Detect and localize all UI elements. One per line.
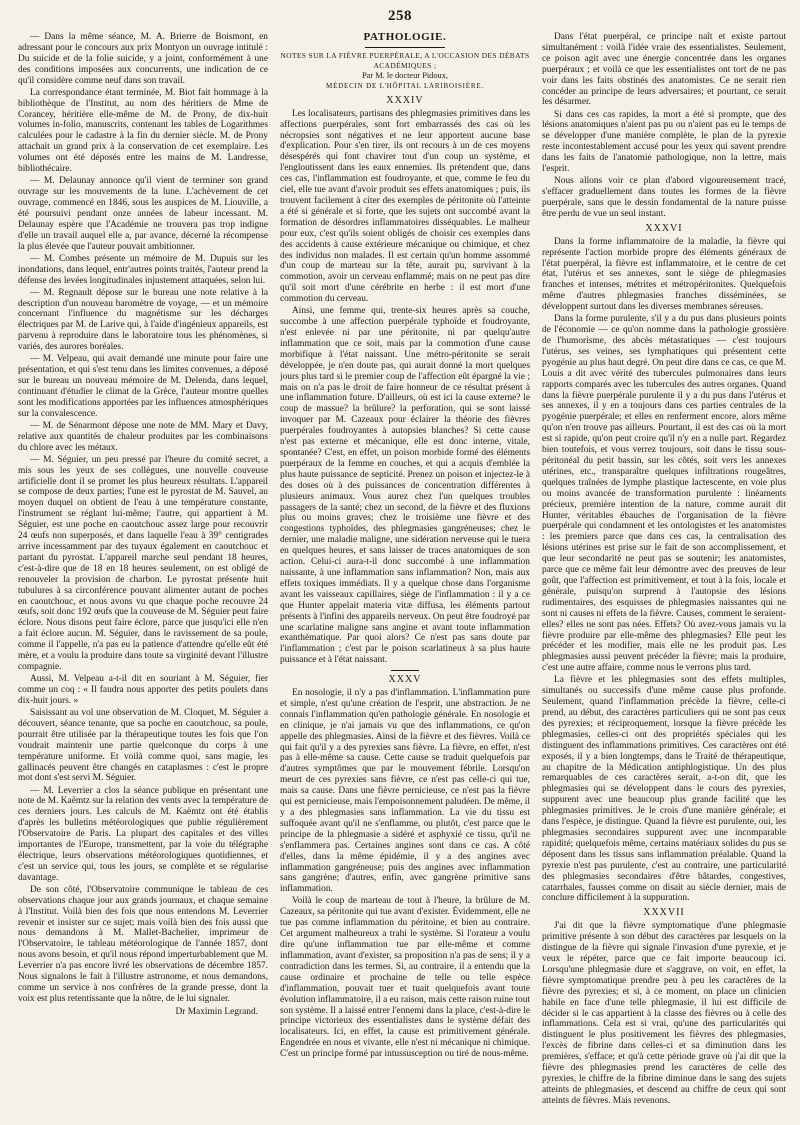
paragraph: La fièvre et les phlegmasies sont des effets multiples, simultanés ou successifs d'une même cause plus profonde. Seulement, quand l'inflammation précède la fièvre, celle-ci prend, au début, des caractères particuliers qui ne sont pas ceux des pyrexies; et réciproquement, lorsque la fièvre précède les phlegmasies, celles-ci ont des propriétés spéciales qui les distinguent des inflammations primitives. Ces caractères ont été exposés, il y a bien longtemps, dans le Traité de thérapeutique, au chapitre de la Médication antiphlogistique. Un des plus remarquables de ces caractères serait, a-t-on dit, que les phlegmasies qui se développent dans le cours des pyrexies, suppurent avec une beaucoup plus grande facilité que les phlegmasies primitives. Je le crois d'une manière générale; et dans l'espèce, je distingue. Quand la fièvre est purulente, oui, les phlegmasies secondaires suppurent avec une incomparable rapidité; quelquefois même, certains matériaux solides du pus se déposent dans les tissus sans inflammation préalable. Quand la pyrexie n'est pas purulente, c'est au contraire, une particularité des phlegmasies secondaires d'être bâtardes, congestives, catarrhales, fausses comme on disait au siècle dernier, mais de conclure difficilement à la suppuration.: [542, 675, 786, 904]
paragraph: — M. Delaunay annonce qu'il vient de terminer son grand ouvrage sur les mouvements de la lune. L'achèvement de cet ouvrage, commencé en 1846, sous les auspices de M. Liouville, a été poursuivi pendant onze années de labeur incessant. M. Delaunay espère que l'Académie ne trouvera pas trop indigne d'elle un travail auquel elle a, par avance, décerné la récompense la plus élevée que l'auteur pouvait ambitionner.: [18, 176, 268, 252]
paragraph: La correspondance étant terminée, M. Biot fait hommage à la bibliothèque de l'Institut, au nom des héritiers de Mme de Corancey, héritière elle-même de M. de Prony, de dix-huit volumes in-folio, manuscrits, contenant les tables de Logarithmes calculées pour le cadastre à la fin du dernier siècle. M. de Prony attachait un grand prix à la conservation de cet exemplaire. Les volumes ont été déposés entre les mains de M. Landresse, bibliothécaire.: [18, 87, 268, 175]
heading-rule: [365, 47, 445, 48]
paragraph: Les localisateurs, partisans des phlegmasies primitives dans les affections puerpérales, sont fort embarrassés des cas où les nécropsies sont négatives et ne leur apportent aucune base d'explication. Pour s'en tirer, ils ont recours à un de ces moyens désespérés qui font chavirer tout d'un coup un système, et l'engloutissent dans les eaux ennemies. Ils prétendent que, dans ces cas, l'inflammation est foudroyante, et que, comme le feu du ciel, elle tue avant d'avoir produit ses effets anatomiques ; puis, ils trouvent facilement à citer des exemples de péritonite où l'atteinte a été si générale et si forte, que les sujets ont succombé avant la formation de désordres inflammatoires disséquables. Le malheur pour eux, c'est qu'ils soient obligés de choisir ces exemples dans des accidents à cause extérieure mécanique ou chimique, et chez des individus non malades. Il est certain qu'un homme assommé d'un coup de marteau sur la tête, aurait pu, survivant à la commotion, avoir un cerveau enflammé; mais on ne peut pas dire qu'il soit mort d'une cérébrite en herbe : il est mort d'une commotion du cerveau.: [280, 108, 530, 305]
paragraph: Dans l'état puerpéral, ce principe naît et existe partout simultanément : voilà l'idée vraie des essentialistes. Seulement, ce poison agit avec une énergie concentrée dans les organes puerpéraux ; et voilà ce que les essentialistes ont tort de ne pas voir dans les faits obstinés des anatomistes. Ce ne serait rien concéder au principe de leurs adversaires; et pourtant, ce serait les désarmer.: [542, 32, 786, 108]
paragraph: Aussi, M. Velpeau a-t-il dit en souriant à M. Séguier, fier comme un coq : « Il faudra nous apporter des petits poulets dans dix-huit jours. »: [18, 674, 268, 706]
paragraph: Dans la forme purulente, s'il y a du pus dans plusieurs points de l'économie — ce qu'on nomme dans la pathologie grossière de l'humorisme, des abcès métastatiques — c'est toujours l'utérus, ses veines, ses lymphatiques qui présentent cette pyogénie au plus haut degré. On peut dire dans ce cas, ce que M. Louis a dit avec vérité des tubercules pulmonaires dans leurs rapports comparés avec les tubercules des autres organes. Quand dans la fièvre puerpérale purulente il y a du pus dans l'utérus et ses annexes, il y en a toujours dans ces parties centrales de la pyogénie puerpérale; et elles en renferment encore, alors même qu'on n'en trouve pas ailleurs. Pourtant, il est des cas où la mort est si rapide, qu'on peut croire qu'il n'y en a nulle part. Regardez bien toutefois, et vous verrez toujours, soit dans le tissu sous-péritonéal du petit bassin, sur les côtés, soit vers les annexes utérines, etc., transparaître quelques infiltrations rougeâtres, quelques traînées de lymphe plastique lactescente, en voie plus ou moins avancée de transformation purulente : linéaments précieux, première intention de la nature, comme aurait dit Hunter, véritables ébauches de l'organisation de la fièvre puerpérale qui condamnent et les ontologistes et les anatomistes : les premiers parce que dans ces cas, la centralisation des lésions utérines est prise sur le fait de son accomplissement, et que leur secondarité ne peut pas se soutenir; les anatomistes, parce que ce même fait leur démontre avec des preuves de leur goût, que l'affection est primitivement, et tout à la fois, locale et générale, puisqu'on surprend à l'autopsie des lésions rudimentaires, des esquisses de phlegmasies naissantes qui ne sont ni causes ni effets de la fièvre. Causes, comment le seraient-elles? elles ne sont pas nées. Effets? Où avez-vous jamais vu la fièvre produire par elle-même des phlegmasies? Elle peut les précéder et les modifier, mais elle ne les produit pas. Les phlegmasies aussi peuvent précéder la fièvre; mais la produire, c'est une autre affaire, comme nous le verrons plus tard.: [542, 314, 786, 674]
section-paragraphs: [280, 109, 530, 666]
paragraph: Dans la forme inflammatoire de la maladie, la fièvre qui représente l'action morbide propre des éléments généraux de l'état puerpéral, la fièvre est inflammatoire, et le centre de cet état, l'utérus et ses annexes, sont le siège de phlegmasies franches et intenses, métrites et métropéritonites. Quelquefois même d'autres phlegmasies franches disséminées, se développent surtout dans les diverses membranes séreuses.: [542, 236, 786, 313]
paragraph: — M. Séguier, un peu pressé par l'heure du comité secret, a mis sous les yeux de ses collègues, une nouvelle couveuse artificielle dont il se promet les plus heureux résultats. L'appareil se compose de deux parties; l'une est le pyrostat de M. Sauvel, au moyen duquel on obtient de l'eau à une température constante, l'instrument se réglant lui-même; l'autre, qui appartient à M. Séguier, est une poche en caoutchouc assez large pour recouvrir 24 œufs non superposés, et dans laquelle l'eau à 39° centigrades arrive incessamment par des tuyaux également en caoutchouc et partant du pyrostat. L'appareil marche seul pendant 18 heures, c'est-à-dire que de 18 en 18 heures seulement, on est obligé de renouveler la provision de charbon. Le pyrostat présente huit tubulures à sa circonférence pouvant alimenter autant de poches en caoutchouc, et nous avons vu que chaque poche recouvre 24 œufs, soit donc 192 œufs que la couveuse de M. Séguier peut faire éclore. Nous disons peut faire éclore, parce que jusqu'ici elle n'en a fait éclore aucun. M. Séguier, dans le ravissement de sa poule, comme il l'appelle, n'a pas eu la patience d'attendre qu'elle eût été mère, et a voulu la produire dans toute sa virginité devant l'illustre compagnie.: [18, 454, 268, 672]
signature: Dr Maximin Legrand.: [175, 1006, 258, 1017]
paragraph: — M. de Sénarmont dépose une note de MM. Mary et Davy, relative aux quantités de chaleur produites par les combinaisons du chlore avec les métaux.: [18, 420, 268, 453]
section-number: XXXIV: [386, 94, 424, 106]
paragraph: — M. Leverrier a clos la séance publique en présentant une note de M. Kaëmtz sur la relation des vents avec la température de ces derniers jours. Les calculs de M. Kaëmtz ont été établis d'après les bulletins météorologiques que publie régulièrement l'Observatoire de Paris. La plupart des capitales et des villes importantes de l'Europe, transmettent, par la voie du télégraphe électrique, leurs observations météorologiques quotidiennes, et c'est un service qui, tous les jours, se complète et se régularise davantage.: [18, 785, 268, 883]
paragraph: — Dans la même séance, M. A. Brierre de Boismont, en adressant pour le concours aux prix Montyon un ouvrage intitulé : Du suicide et de la folie suicide, y a joint, conformément à une des conditions imposées aux concurrents, une indication de ce qu'il considère comme neuf dans son travail.: [18, 32, 268, 86]
column-middle: [280, 32, 530, 1118]
paragraph: — M. Regnault dépose sur le bureau une note relative à la description d'un nouveau baromètre de voyage, — et un mémoire concernant l'influence du magnétisme sur les décharges électriques par M. de Larive qui, à l'aide d'ingénieux appareils, est parvenu à reproduire dans le laboratoire tous les phénomènes, si variés, des aurores boréales.: [18, 287, 268, 353]
paragraph: Voilà le coup de marteau de tout à l'heure, la brûlure de M. Cazeaux, sa péritonite qui tue avant d'exister. Évidemment, elle ne tue pas comme inflammation du péritoine, et bien au contraire. Cet argument malheureux a trahi le système. Si l'orateur a voulu dire qu'une inflammation tue par elle-même et comme inflammation, avant d'exister, sa proposition n'a pas de sens; il y a contradiction dans les termes. Si, au contraire, il a entendu que la cause ordinaire et prochaine de telle ou telle espèce d'inflammation, pouvait tuer et tuait quelquefois avant toute évolution inflammatoire, il a eu raison, mais cette raison ruine tout son système. Il a laissé entrer l'ennemi dans la place, c'est-à-dire le principe victorieux des essentialistes dans le système défait des localisateurs. Ici, en effet, la cause est primitivement générale. Engendrée en nous et vivante, elle n'est ni mécanique ni chimique. C'est un principe formé par intussusception ou tiré de nous-même.: [280, 896, 530, 1060]
section-heading: PATHOLOGIE.: [363, 32, 447, 43]
section-paragraphs: [280, 688, 530, 1060]
column-left-paragraphs: [18, 32, 268, 1005]
paragraph: De son côté, l'Observatoire communique le tableau de ces observations chaque jour aux grands journaux, et chaque semaine à l'Institut. Voilà bien des fois que nous entendons M. Leverrier revenir et insister sur ce sujet; mais voilà bien des fois aussi que nous demandons à M. Mallet-Bachelier, imprimeur de l'Observatoire, le tableau météorologique de l'année 1857, dont nous avons besoin, et qu'il nous répond imperturbablement que M. Leverrier n'a pas encore livré les observations de décembre 1857. Nous signalons le fait à l'illustre astronome, et nous demandons, comme un service à nos confrères de la grande presse, dont la voix est plus retentissante que la nôtre, de le lui signaler.: [18, 884, 268, 1004]
section-paragraphs: [542, 237, 786, 905]
column-right: [542, 32, 786, 1118]
article-byline: Par M. le docteur Pidoux,: [361, 70, 449, 80]
paragraph: — M. Velpeau, qui avait demandé une minute pour faire une présentation, et qui s'est tenu dans les limites convenues, a déposé sur le bureau un nouveau mémoire de M. Delenda, dans lequel, continuant d'étudier le climat de la Grèce, l'auteur montre quelles sont les modifications apportées par les influences atmosphériques sur la convalescence.: [18, 354, 268, 419]
author-affiliation: MÉDECIN DE L'HÔPITAL LARIBOISIÈRE.: [326, 81, 484, 90]
journal-page: [14, 8, 786, 1118]
section-number: XXXV: [388, 674, 422, 686]
paragraph: Saisissant au vol une observation de M. Cloquet, M. Séguier a découvert, séance tenante, que sa poche en caoutchouc, sa poule, pourrait être utilisée par la thérapeutique toutes les fois que l'on voudrait maintenir une partie quelconque du corps à une température uniforme. Et voilà comme quoi, sans magie, les gallinacés peuvent être changés en cataplasmes : c'est le propre mot dont s'est servi M. Séguier.: [18, 707, 268, 784]
section-number: XXXVII: [643, 907, 685, 919]
section-number: XXXVI: [645, 222, 683, 234]
section-paragraphs: [542, 32, 786, 220]
section-paragraphs: [542, 921, 786, 1106]
paragraph: Ainsi, une femme qui, trente-six heures après sa couche, succombe à une affection puerpérale typhoïde et foudroyante, n'est enlevée ni par une péritonite, ni par quelqu'autre inflammation que ce soit, mais par la commotion d'une cause morbifique à l'état naissant. Une métro-péritonite se serait développée, je n'en doute pas, qui aurait donné la mort quelques jours plus tard si le premier coup de l'affection eût épargné la vie ; mais on n'a pas le droit de faire honneur de ce résultat présent à une inflammation future. D'ailleurs, où est ici la cause externe? le coup de massue? la brûlure? la perforation, qui se sont laissé invoquer par M. Cazeaux pour éclairer la théorie des fièvres puerpérales foudroyantes à autopsies blanches? Si cette cause n'est pas externe et mécanique, elle est donc interne, vitale, spontanée? C'est, en effet, un poison morbide formé des éléments puerpéraux de la femme en couches, et qui a acquis d'emblée la plus haute puissance de septicité. Prenez un poison et injectez-le à des doses où à des puissances de concentration différentes à plusieurs animaux. Vous aurez chez l'un quelques troubles passagers de la santé; chez un second, de la fièvre et des fluxions plus ou moins graves; chez le troisième une fièvre et des congestions typhoïdes, des phlegmasies gangréneuses; chez le dernier, une maladie maligne, une sidération nerveuse qui le tuera en quelques heures, et sans laisser de traces anatomiques de son action. Celui-ci aura-t-il donc succombé à une inflammation naissante, à une inflammation sans inflammation? Non, mais aux effets toxiques immédiats. Il y a quelque chose dans l'organisme avant les vaisseaux capillaires, siège de l'inflammation : il y a ce que Hunter appelait materia vitæ diffusa, les éléments partout présents à l'infini des appareils nerveux. On peut être foudroyé par une scarlatine maligne sans angine et avant toute inflammation exanthématique. Par quoi alors? Ce n'est pas sans doute par l'inflammation ; c'est par le poison scarlatineux à sa plus haute puissance et à l'état naissant.: [280, 306, 530, 666]
paragraph: J'ai dit que la fièvre symptomatique d'une phlegmasie primitive présente à son début des caractères par lesquels on la distingue de la fièvre qui signale l'invasion d'une pyrexie, et je veux le répéter, parce que ce fait importe beaucoup ici. Lorsqu'une phlegmasie dure et s'aggrave, on voit, en effet, la fièvre symptomatique prendre peu à peu les caractères de la fièvre des pyrexies; et si, à ce moment, on place un clinicien habile en face d'une telle phlegmasie, il lui est difficile de décider si le cas appartient à la classe des fièvres ou à celle des inflammations. Cela est si vrai, qu'une des particularités qui distinguent le plus positivement les fièvres des phlegmasies, l'excès de fibrine dans celles-ci et sa diminution dans les premières, s'efface; et qu'à cette période grave où j'ai dit que la fièvre des phlegmasies prend les caractères de celle des pyrexies, le chiffre de la fibrine diminue dans le sang des sujets atteints de phlegmasies, et descend au chiffre de ceux qui sont atteints de fièvres. Mais revenons.: [542, 921, 786, 1106]
paragraph: Nous allons voir ce plan d'abord vigoureusement tracé, s'effacer graduellement dans toutes les formes de la fièvre puerpérale, sans que le dessin fondamental de la nature puisse être perdu de vue un seul instant.: [542, 176, 786, 219]
page-number: 258: [388, 8, 412, 24]
section-divider: [391, 670, 419, 671]
article-subtitle: NOTES SUR LA FIÈVRE PUERPÉRALE, A L'OCCASION DES DÉBATS ACADÉMIQUES ;: [280, 50, 530, 70]
paragraph: — M. Combes présente un mémoire de M. Dupuis sur les inondations, dans lequel, entr'autres points traités, l'auteur prend la défense des levées longitudinales injustement attaquées, selon lui.: [18, 253, 268, 286]
paragraph: Si dans ces cas rapides, la mort a été si prompte, que des lésions anatomiques n'aient pas pu ou n'aient pas eu le temps de se développer d'une manière complète, le plan de la pyrexie reste incontestablement accusé pour les yeux qui savent prendre dans les faits de l'anatomie pathologique, non la lettre, mais l'esprit.: [542, 109, 786, 175]
column-left: [18, 32, 268, 1118]
paragraph: En nosologie, il n'y a pas d'inflammation. L'inflammation pure et simple, n'est qu'une création de l'esprit, une abstraction. Je ne connais l'inflammation qu'en pathologie générale. En nosologie et en clinique, je n'ai jamais vu que des inflammations, ce qu'on appelle des phlegmasies. Ainsi de la fièvre et des fièvres. Voilà ce qui fait qu'il y a des pyrexies sans fièvre. La fièvre, en effet, n'est pas à elle-même sa cause. Cette cause se traduit quelquefois par d'autres symptômes que par le mouvement fébrile. Lorsqu'on meurt de ces pyrexies sans fièvre, ce n'est pas celle-ci qui tue, mais sa cause. Dans une fièvre pernicieuse, ce n'est pas la fièvre qui est pernicieuse, mais l'empoisonnement paludéen. De même, il y a des phlegmasies sans inflammation. La vie du tissu est suffoquée avant qu'il ne s'enflamme, ou plutôt, c'est parce que le principe de la phlegmasie a sidéré et asphyxié ce tissu, qu'il ne s'enflammera pas. Certaines angines sont dans ce cas. A côté d'elles, dans la même épidémie, il y a des angines avec inflammation gangréneuse; puis des angines avec inflammation sans gangrène; d'autres, enfin, avec gangrène primitive sans inflammation.: [280, 688, 530, 895]
